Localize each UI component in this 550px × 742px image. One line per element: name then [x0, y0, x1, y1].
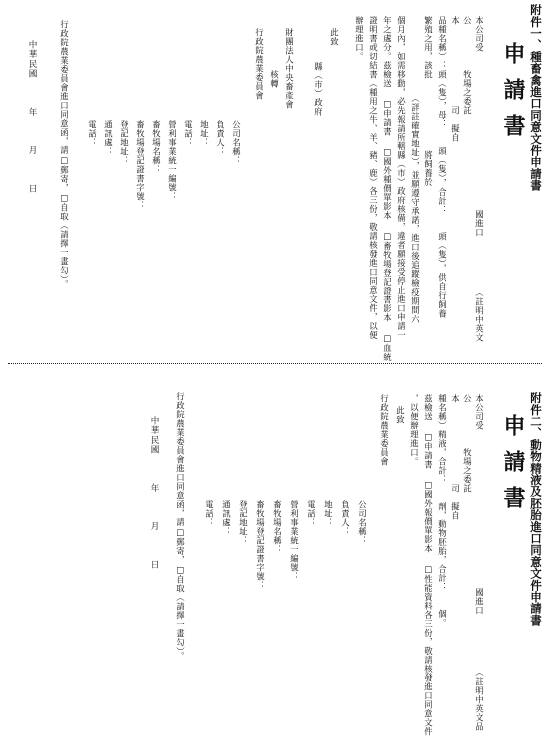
- form-2-this: 此致: [395, 406, 406, 424]
- form-2: [0, 370, 550, 742]
- form-1-commit-4: 辦理進口。: [354, 16, 365, 61]
- form-2-date: 中華民國 年 月 日: [149, 416, 159, 570]
- form-2-phone: 電話：: [306, 500, 317, 527]
- form-1-country: 國進口: [474, 210, 485, 237]
- form-1-date: 中華民國 年 月 日: [27, 40, 37, 194]
- form-1-farm: 公 牧場之委託: [462, 16, 473, 115]
- cut-divider: [8, 363, 542, 364]
- form-2-note: （註明中英文品: [474, 668, 485, 731]
- form-1-delivery: 行政院農業委員會進口同意函，請□郵寄，□自取（請擇一畫勾）。: [59, 20, 70, 289]
- form-1-company: 本公司受: [474, 16, 485, 52]
- form-1-owner: 負責人：: [215, 120, 226, 156]
- form-1-council: 行政院農業委員會: [254, 28, 265, 100]
- form-2-reg-address: 登記地址：: [238, 500, 249, 545]
- form-1-address: 地址：: [199, 120, 210, 147]
- form-1-this: 此致: [329, 28, 340, 46]
- form-1-county: 縣（市）政府: [313, 62, 324, 116]
- form-1-reg-address: 登記地址：: [119, 120, 130, 165]
- form-1-title: 附件一、種畜禽進口同意文件申請書: [529, 4, 543, 192]
- form-2-species: 種名稱）精液，合計： 劑，動物胚胎，合計： 個。: [437, 394, 448, 628]
- form-2-owner: 負責人：: [340, 500, 351, 536]
- form-1-detail-addr: （詳註確實地址），並願遵守承諾，進口後追蹤檢疫期間六: [410, 94, 421, 324]
- form-1-self: 本 司 擬自: [450, 16, 461, 142]
- form-2-title: 附件二、動物精液及胚胎進口同意文件申請書: [529, 392, 543, 626]
- form-2-self: 本 司 擬自: [450, 394, 461, 520]
- form-2-heading: 申請書: [500, 414, 526, 522]
- form-1-review: 核轉: [269, 70, 280, 88]
- form-2-council: 行政院農業委員會: [379, 394, 390, 466]
- form-1-contact: 通訊處：: [103, 120, 114, 156]
- form-2-country: 國進口: [474, 588, 485, 615]
- form-2-attach-2: ，以便辦理進口。: [409, 394, 420, 466]
- form-1-assoc: 財團法人中央畜產會: [284, 28, 295, 109]
- form-2-farm-name: 畜牧場名稱：: [272, 500, 283, 554]
- form-2-contact: 通訊處：: [221, 500, 232, 536]
- form-1-company-name: 公司名稱：: [231, 120, 242, 165]
- form-1-phone: 電話：: [183, 120, 194, 147]
- form-1: [0, 0, 550, 362]
- form-1-farm-addr: 繁殖之用，該批 將飼養於: [423, 16, 434, 187]
- form-2-business-no: 營利事業統一編號：: [289, 500, 300, 581]
- form-1-business-no: 營利事業統一編號：: [167, 120, 178, 201]
- form-1-heading: 申請書: [500, 42, 526, 150]
- form-2-tel: 電話：: [204, 500, 215, 527]
- form-1-tel: 電話：: [87, 120, 98, 147]
- form-1-commit-1: 個月內，如需移動，必先報請所轄縣（市）政府核備，違者願接受停止進口申請一: [396, 16, 407, 340]
- form-1-farm-cert: 畜牧場登記證書字號：: [135, 120, 146, 210]
- form-1-commit-3: 證明書或切結書（種用之牛、羊、豬、鹿）各三份，敬請核發進口同意文件，以便: [368, 16, 379, 340]
- form-2-delivery: 行政院農業委員會進口同意函，請□郵寄，□自取（請擇一畫勾）。: [175, 392, 186, 661]
- form-2-farm-cert: 畜牧場登記證書字號：: [255, 500, 266, 590]
- form-1-species: 品種名稱）：頭（隻），母： 頭（隻），合計： 頭（隻），供自行飼養: [437, 16, 448, 319]
- form-2-company: 本公司受: [474, 394, 485, 430]
- form-2-address: 地址：: [323, 500, 334, 527]
- form-2-attach: 茲檢送 □申請書 □國外報價單影本 □性能資料各三份，敬請核發進口同意文件: [423, 394, 434, 737]
- form-2-farm: 公 牧場之委託: [462, 394, 473, 493]
- form-1-note: （註明中英文: [474, 288, 485, 342]
- form-2-company-name: 公司名稱：: [357, 500, 368, 545]
- form-1-farm-name: 畜牧場名稱：: [151, 120, 162, 174]
- form-1-commit-2: 年之處分。茲檢送 □申請書 □國外種價單影本 □畜牧場登記證書影本 □血統: [382, 16, 393, 362]
